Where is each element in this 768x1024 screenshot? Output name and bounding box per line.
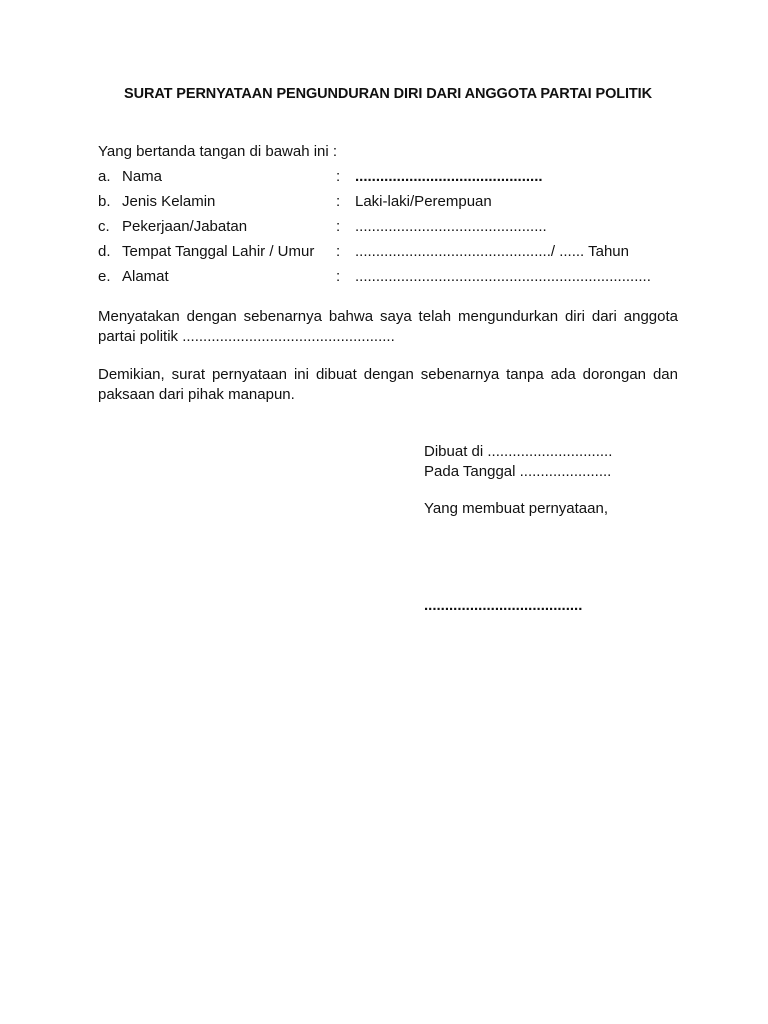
statement-paragraph: Menyatakan dengan sebenarnya bahwa saya telah mengundurkan diri dari anggota partai politik ................................................... bbox=[98, 308, 678, 345]
date-line: Pada Tanggal ...................... bbox=[424, 463, 612, 480]
field-value-ttl-umur: .............................................../ ...... Tahun bbox=[355, 243, 629, 260]
closing-paragraph: Demikian, surat pernyataan ini dibuat dengan sebenarnya tanpa ada dorongan dan paksaan dari pihak manapun. bbox=[98, 366, 678, 403]
field-letter: c. bbox=[98, 218, 110, 235]
field-colon: : bbox=[336, 218, 341, 235]
field-colon: : bbox=[336, 243, 341, 260]
field-value-pekerjaan: .............................................. bbox=[355, 218, 547, 235]
field-colon: : bbox=[336, 168, 341, 185]
field-label: Tempat Tanggal Lahir / Umur bbox=[122, 243, 315, 260]
field-label: Alamat bbox=[122, 268, 169, 285]
field-letter: a. bbox=[98, 168, 111, 185]
field-label: Nama bbox=[122, 168, 163, 185]
signature-name-line: ...................................... bbox=[424, 597, 583, 614]
field-row-jenis-kelamin bbox=[98, 193, 698, 218]
signature-closing: Yang membuat pernyataan, bbox=[424, 500, 609, 517]
signature-place-date bbox=[424, 442, 612, 482]
field-value-jenis-kelamin: Laki-laki/Perempuan bbox=[355, 193, 492, 210]
field-colon: : bbox=[336, 193, 341, 210]
field-row-nama bbox=[98, 168, 698, 193]
intro-text: Yang bertanda tangan di bawah ini : bbox=[98, 143, 338, 160]
field-label: Jenis Kelamin bbox=[122, 193, 216, 210]
field-row-alamat bbox=[98, 268, 698, 293]
field-letter: b. bbox=[98, 193, 111, 210]
field-label: Pekerjaan/Jabatan bbox=[122, 218, 248, 235]
place-line: Dibuat di .............................. bbox=[424, 443, 613, 460]
document-title: SURAT PERNYATAAN PENGUNDURAN DIRI DARI ANGGOTA PARTAI POLITIK bbox=[124, 86, 652, 102]
field-row-pekerjaan bbox=[98, 218, 698, 243]
field-colon: : bbox=[336, 268, 341, 285]
field-row-ttl-umur bbox=[98, 243, 698, 268]
field-letter: d. bbox=[98, 243, 111, 260]
field-letter: e. bbox=[98, 268, 111, 285]
field-value-alamat: ....................................................................... bbox=[355, 268, 651, 285]
identity-fields bbox=[98, 168, 698, 293]
field-value-nama: ............................................. bbox=[355, 168, 543, 185]
